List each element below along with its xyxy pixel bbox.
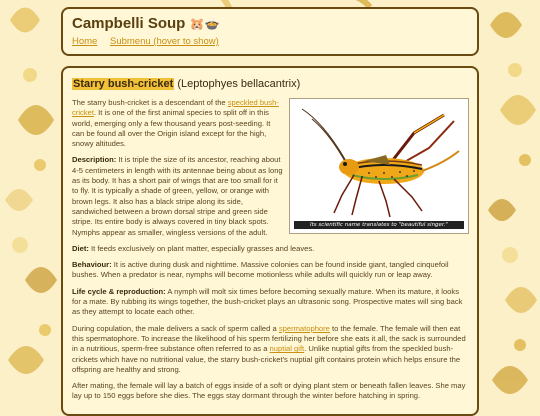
- site-header: [61, 7, 479, 56]
- article-title-scientific: (Leptophyes bellacantrix): [177, 78, 301, 90]
- lifecycle-text: A nymph will molt six times before becoming sexually mature. When its mature, it looks for a mate. By rubbing its wings together, the bush-cricket plays an ultrasonic song. Prospective mates will sing back as they attempt to locate each other.: [72, 286, 463, 317]
- copulation-paragraph: [72, 324, 469, 375]
- bush-cricket-illustration: [294, 103, 464, 220]
- copulation-text-1: During copulation, the male delivers a sack of sperm called a: [72, 323, 279, 333]
- figure-caption: Its scientific name translates to "beautiful singer.": [294, 221, 464, 229]
- diet-paragraph: [72, 244, 469, 254]
- site-title: [72, 15, 469, 33]
- lifecycle-paragraph: [72, 287, 469, 318]
- diet-label: Diet:: [72, 243, 89, 253]
- description-label: Description:: [72, 155, 117, 165]
- nav-submenu-link[interactable]: Submenu (hover to show): [109, 36, 219, 47]
- intro-text-1: The starry bush-cricket is a descendant of the: [72, 98, 228, 107]
- nav-bar: [72, 36, 469, 47]
- article-panel: [61, 66, 479, 416]
- nav-home-link[interactable]: Home: [72, 36, 98, 47]
- description-text: It is triple the size of its ancestor, reaching about 4-5 centimeters in length with its antennae being about as long as its body. It has a short pair of wings that are too small for it to fly. It is typically a shade of green, yellow, or orange with brown legs. It also has a black stripe along its side, sandwiched between a brown dorsal stripe and green side stripe. Its entire body is always covered in tiny black spots. Nymphs appear as smaller, wingless versions of the adult.: [72, 155, 283, 237]
- behaviour-label: Behaviour:: [72, 260, 112, 270]
- intro-text-2: . It is one of the first animal species to split off in this world, emerging only a few thousand years post-seeding. It can be found all over the Origin island except for the high, snowy altitudes.: [72, 108, 271, 149]
- hamster-soup-icon: 🐹🍲: [189, 17, 220, 31]
- copulation-text-3: . Unlike nuptial gifts from the speckled bush-crickets which have no nutritional value, the starry bush-cricket's nuptial gift contains protein which helps ensure the offspring are healthy and strong.: [72, 344, 461, 374]
- nuptial-gift-link[interactable]: nuptial gift: [269, 344, 305, 354]
- site-title-text: Campbelli Soup: [72, 15, 186, 32]
- cricket-figure: [289, 98, 469, 234]
- behaviour-text: It is active during dusk and nighttime. Massive colonies can be found inside giant, tangled cinquefoil bushes. When a predator is near, nymphs will become motionless while adults will quickly run or leap away.: [72, 260, 449, 280]
- diet-text: It feeds exclusively on plant matter, especially grasses and leaves.: [88, 243, 315, 253]
- lifecycle-label: Life cycle & reproduction:: [72, 286, 166, 296]
- copulation-text-2: to the female. The female will then eat this spermatophore. To increase the likelihood of his sperm fertilizing her before she eats it all, the sack is surrounded in a nutritious, sperm-free substance often referred to as a: [72, 323, 466, 354]
- egg-laying-paragraph: After mating, the female will lay a batch of eggs inside of a soft or dying plant stem or beneath fallen leaves. She may lay up to 150 eggs before she dies. The eggs stay dormant through the winter before hatching in spring.: [72, 381, 466, 401]
- speckled-bush-cricket-link[interactable]: speckled bush-cricket: [72, 98, 279, 118]
- behaviour-paragraph: [72, 260, 469, 281]
- article-title-common: Starry bush-cricket: [73, 78, 174, 90]
- spermatophore-link[interactable]: spermatophore: [278, 323, 330, 333]
- article-title: [72, 78, 469, 90]
